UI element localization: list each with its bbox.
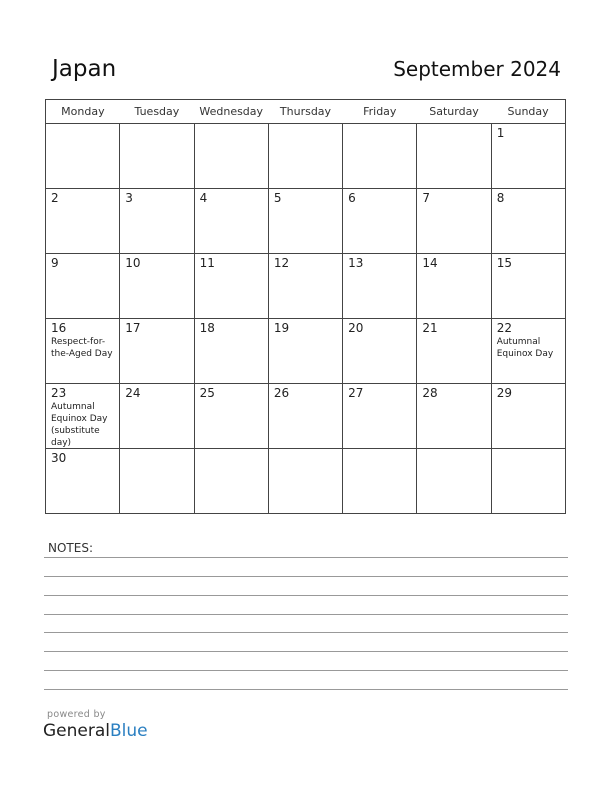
day-number: 9 xyxy=(51,256,59,270)
day-number: 2 xyxy=(51,191,59,205)
weekday-header: Saturday xyxy=(417,100,491,124)
generalblue-logo xyxy=(43,721,148,741)
note-line xyxy=(44,576,568,577)
day-cell xyxy=(194,449,268,514)
day-number: 6 xyxy=(348,191,356,205)
day-cell xyxy=(417,384,491,449)
day-number: 10 xyxy=(125,256,141,270)
day-cell xyxy=(120,384,194,449)
day-cell xyxy=(491,189,565,254)
day-cell xyxy=(194,189,268,254)
day-cell xyxy=(491,449,565,514)
day-number: 3 xyxy=(125,191,133,205)
day-number: 20 xyxy=(348,321,364,335)
day-cell xyxy=(343,124,417,189)
week-row xyxy=(46,384,566,449)
day-cell xyxy=(46,449,120,514)
note-line xyxy=(44,595,568,596)
day-number: 1 xyxy=(496,126,505,140)
note-line xyxy=(44,632,568,633)
day-number: 13 xyxy=(348,256,364,270)
day-number: 22 xyxy=(496,321,512,335)
day-cell xyxy=(194,319,268,384)
day-cell xyxy=(268,449,342,514)
day-number: 18 xyxy=(199,321,215,335)
weekday-header: Friday xyxy=(343,100,417,124)
day-cell xyxy=(491,254,565,319)
day-cell xyxy=(120,124,194,189)
day-number: 5 xyxy=(273,191,282,205)
day-cell xyxy=(120,254,194,319)
notes-label: NOTES: xyxy=(48,541,93,555)
day-number: 16 xyxy=(51,321,67,335)
day-cell xyxy=(417,124,491,189)
day-cell xyxy=(194,384,268,449)
day-cell xyxy=(120,319,194,384)
note-line xyxy=(44,651,568,652)
holiday-label: Respect-for-the-Aged Day xyxy=(51,337,113,359)
day-cell xyxy=(46,384,120,449)
day-number: 11 xyxy=(199,256,215,270)
day-cell xyxy=(268,254,342,319)
day-cell xyxy=(417,449,491,514)
day-cell xyxy=(268,124,342,189)
day-cell xyxy=(46,319,120,384)
day-cell xyxy=(343,384,417,449)
note-line xyxy=(44,670,568,671)
day-cell xyxy=(268,384,342,449)
day-cell xyxy=(417,189,491,254)
day-number: 17 xyxy=(125,321,141,335)
day-number: 25 xyxy=(199,386,215,400)
day-number: 14 xyxy=(422,256,438,270)
note-line xyxy=(44,557,568,558)
day-cell xyxy=(343,449,417,514)
day-cell xyxy=(194,124,268,189)
calendar-grid xyxy=(45,99,566,514)
weekday-header: Wednesday xyxy=(194,100,268,124)
day-cell xyxy=(120,189,194,254)
day-cell xyxy=(417,319,491,384)
week-row xyxy=(46,449,566,514)
country-title: Japan xyxy=(52,56,117,82)
note-line xyxy=(44,614,568,615)
month-year-title: September 2024 xyxy=(393,57,561,81)
week-row xyxy=(46,254,566,319)
day-cell xyxy=(268,189,342,254)
day-cell xyxy=(343,254,417,319)
day-number: 7 xyxy=(422,191,431,205)
day-cell xyxy=(417,254,491,319)
day-cell xyxy=(46,189,120,254)
day-cell xyxy=(120,449,194,514)
day-cell xyxy=(343,189,417,254)
day-number: 29 xyxy=(496,386,512,400)
weekday-header-row xyxy=(46,100,566,124)
week-row xyxy=(46,319,566,384)
day-number: 24 xyxy=(125,386,141,400)
day-number: 21 xyxy=(422,321,438,335)
weekday-header: Monday xyxy=(46,100,120,124)
day-number: 12 xyxy=(273,256,290,270)
day-cell xyxy=(46,254,120,319)
day-number: 26 xyxy=(273,386,290,400)
brand-blue: Blue xyxy=(110,721,148,741)
day-number: 4 xyxy=(199,191,208,205)
day-cell xyxy=(194,254,268,319)
weekday-header: Thursday xyxy=(268,100,342,124)
brand-general: General xyxy=(43,721,110,741)
day-number: 27 xyxy=(348,386,364,400)
day-cell xyxy=(343,319,417,384)
weekday-header: Sunday xyxy=(491,100,565,124)
day-number: 15 xyxy=(496,256,512,270)
day-number: 28 xyxy=(422,386,438,400)
week-row xyxy=(46,189,566,254)
note-line xyxy=(44,689,568,690)
holiday-label: Autumnal Equinox Day (substitute day) xyxy=(51,402,108,448)
weekday-header: Tuesday xyxy=(120,100,194,124)
holiday-label: Autumnal Equinox Day xyxy=(496,337,554,359)
day-number: 8 xyxy=(496,191,505,205)
powered-by-text: powered by xyxy=(47,709,106,720)
day-cell xyxy=(491,124,565,189)
day-cell xyxy=(46,124,120,189)
day-number: 23 xyxy=(51,386,67,400)
day-cell xyxy=(268,319,342,384)
day-cell xyxy=(491,384,565,449)
day-cell xyxy=(491,319,565,384)
week-row xyxy=(46,124,566,189)
day-number: 19 xyxy=(273,321,290,335)
day-number: 30 xyxy=(51,451,67,465)
